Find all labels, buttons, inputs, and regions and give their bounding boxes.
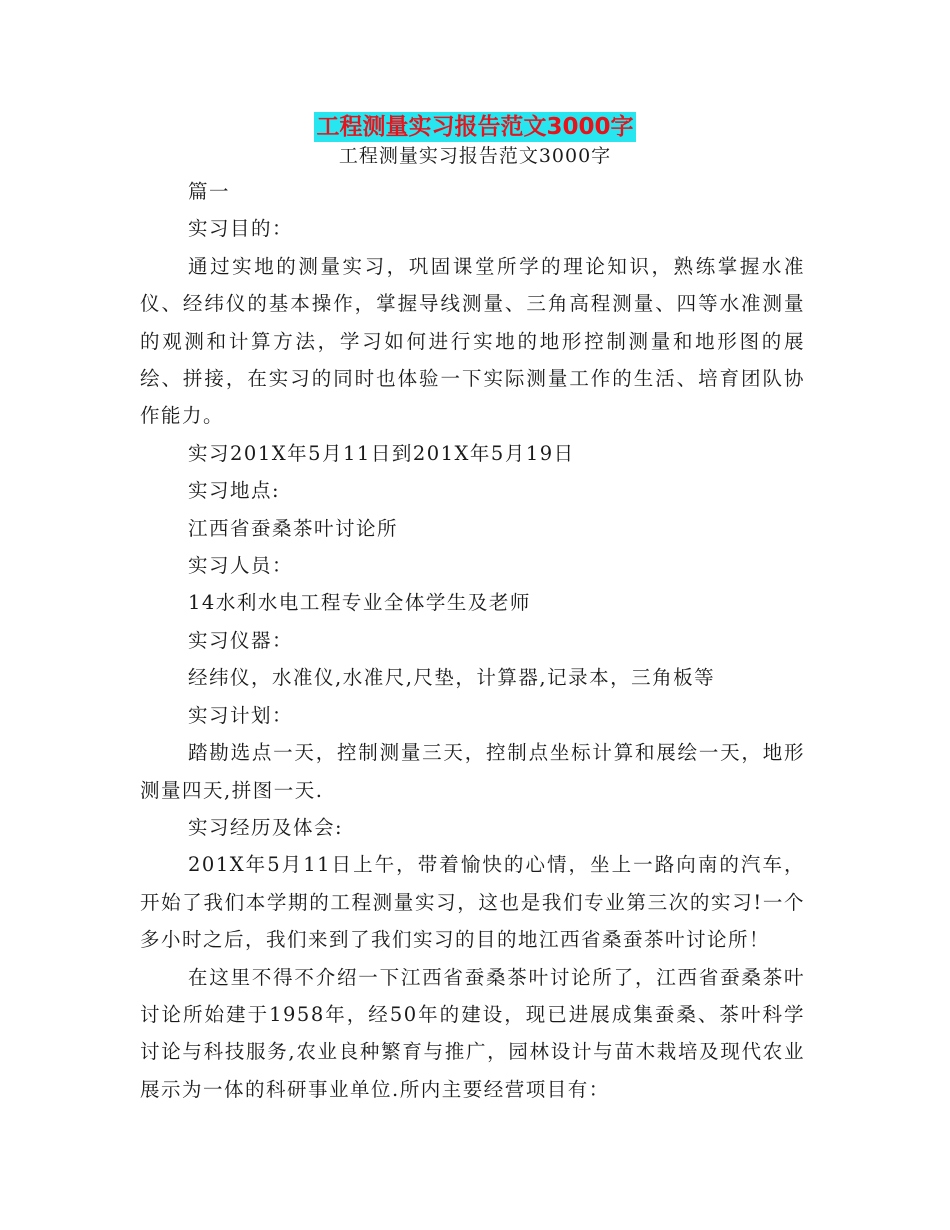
heading-location: 实习地点:: [188, 479, 281, 503]
document-subtitle: 工程测量实习报告范文3000字: [338, 145, 612, 167]
paragraph-plan: 踏勘选点一天，控制测量三天，控制点坐标计算和展绘一天，地形测量四天,拼图一天.: [140, 741, 805, 802]
heading-plan: 实习计划：: [188, 703, 294, 727]
paragraph-personnel: 14水利水电工程专业全体学生及老师: [188, 591, 531, 615]
heading-personnel: 实习人员：: [188, 554, 294, 578]
paragraph-purpose: 通过实地的测量实习，巩固课堂所学的理论知识，熟练掌握水准仪、经纬仪的基本操作，掌握导线测量、三角高程测量、四等水准测量的观测和计算方法，学习如何进行实地的地形控制测量和地形图的展绘、拼接，在实习的同时也体验一下实际测量工作的生活、培育团队协作能力。: [140, 254, 805, 428]
paragraph-dates: 实习201X年5月11日到201X年5月19日: [188, 441, 575, 465]
heading-instruments: 实习仪器：: [188, 628, 294, 652]
section-label: 篇一: [188, 180, 231, 203]
paragraph-institute: 在这里不得不介绍一下江西省蚕桑茶叶讨论所了，江西省蚕桑茶叶讨论所始建于1958年，经50年的建设，现已进展成集蚕桑、茶叶科学讨论与科技服务,农业良种繁育与推广，园林设计与苗木栽培及现代农业展示为一体的科研事业单位.所内主要经营项目有：: [140, 965, 805, 1101]
title-row: [0, 112, 950, 144]
document-title: 工程测量实习报告范文3000字: [316, 114, 634, 140]
heading-purpose: 实习目的：: [188, 217, 294, 241]
paragraph-location: 江西省蚕桑茶叶讨论所: [188, 516, 399, 540]
heading-experience: 实习经历及体会:: [188, 815, 344, 839]
paragraph-instruments: 经纬仪，水准仪,水准尺,尺垫，计算器,记录本，三角板等: [188, 666, 716, 690]
paragraph-experience: 201X年5月11日上午，带着愉快的心情，坐上一路向南的汽车，开始了我们本学期的工程测量实习，这也是我们专业第三次的实习!一个多小时之后，我们来到了我们实习的目的地江西省桑蚕茶叶讨论所！: [140, 853, 805, 952]
document-body: [140, 173, 805, 1108]
